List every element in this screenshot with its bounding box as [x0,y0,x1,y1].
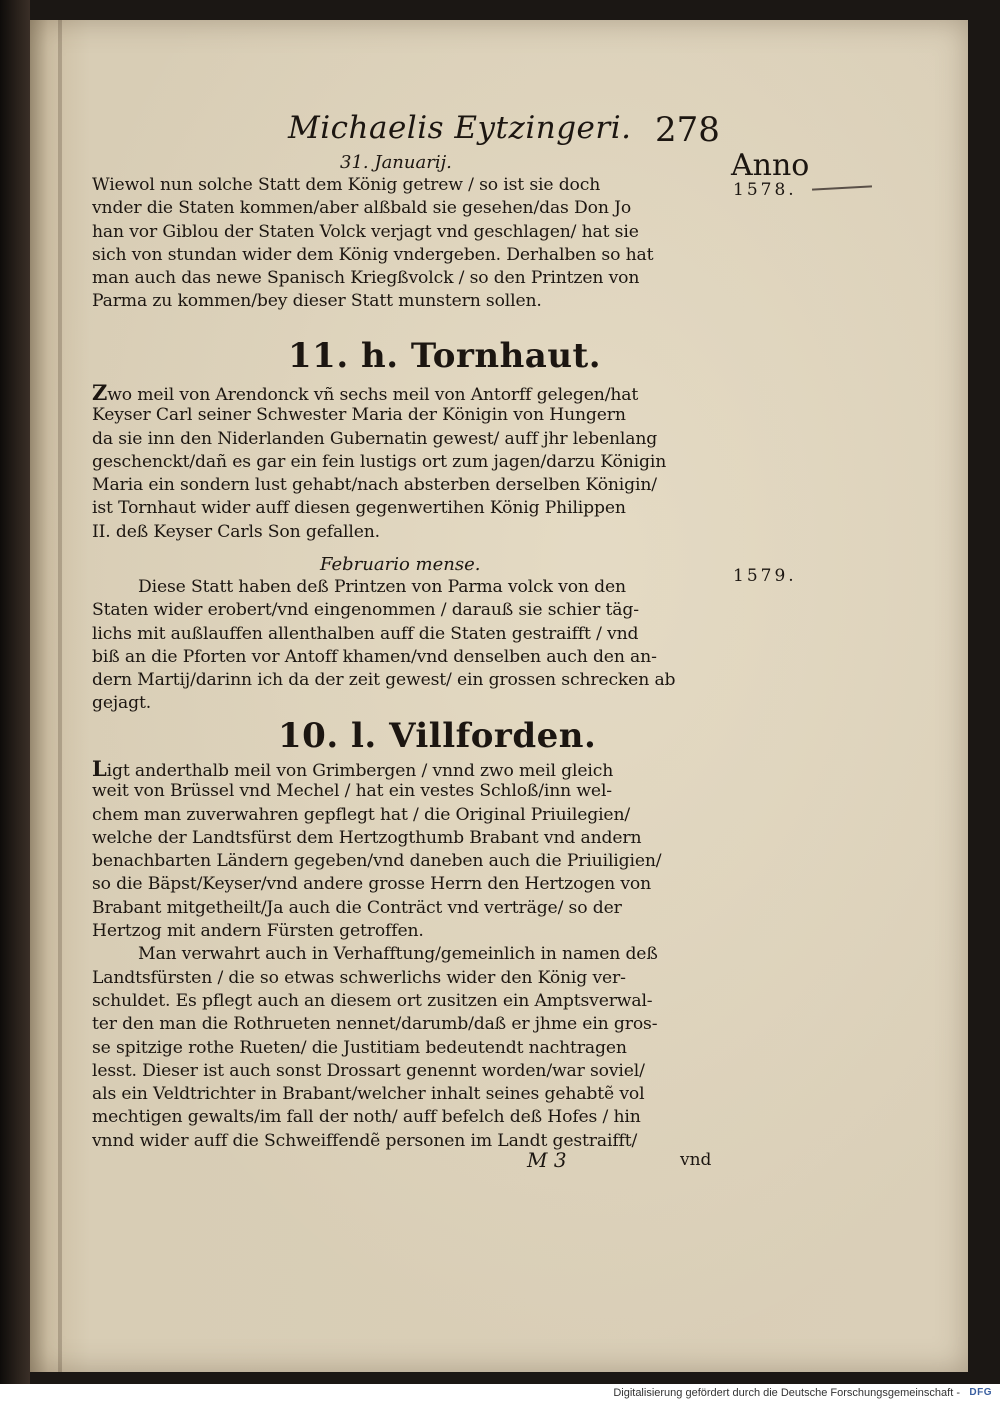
text-line: Maria ein sondern lust gehabt/nach absterben derselben Königin/ [92,475,657,496]
text-line: welche der Landtsfürst dem Hertzogthumb Brabant vnd andern [92,827,642,848]
dfg-logo: DFG [969,1387,992,1398]
text-line: vnder die Staten kommen/aber alßbald sie gesehen/das Don Jo [92,198,632,219]
text-line: Wiewol nun solche Statt dem König getrew / so ist sie doch [92,175,601,195]
paragraph-parma [92,576,727,716]
text-line: lichs mit außlauffen allenthalben auff die Staten gestraifft / vnd [92,623,639,644]
text-line: Hertzog mit andern Fürsten getroffen. [92,921,424,942]
text-line: Zwo meil von Arendonck vñ sechs meil von Antorff gelegen/hat [92,381,639,405]
text-line: dern Martij/darinn ich da der zeit gewest/ ein grossen schrecken ab [92,670,676,691]
text-line: biß an die Pforten vor Antoff khamen/vnd denselben auch den an- [92,646,657,667]
text-line: Brabant mitgetheilt/Ja auch die Conträct vnd verträge/ so der [92,897,622,918]
catchword: vnd [680,1150,712,1170]
paragraph-villforden [92,757,727,1153]
date-subhead-january: 31. Januarij. [340,152,452,173]
page-gutter [58,20,62,1372]
text-line: man auch das newe Spanisch Kriegßvolck / so den Printzen von [92,268,640,289]
section-heading-villforden: 10. l. Villforden. [278,716,597,756]
text-line: se spitzige rothe Rueten/ die Justitiam bedeutendt nachtragen [92,1037,627,1058]
text-line: lesst. Dieser ist auch sonst Drossart genennt worden/war soviel/ [92,1060,645,1081]
signature-mark: M 3 [527,1148,567,1172]
book-edge [0,0,30,1384]
text-line: schuldet. Es pflegt auch an diesem ort zusitzen ein Amptsverwal- [92,990,653,1011]
text-line: Man verwahrt auch in Verhafftung/gemeinlich in namen deß [138,944,658,965]
text-line: gejagt. [92,693,152,714]
text-line: da sie inn den Niderlanden Gubernatin gewest/ auff jhr lebenlang [92,428,658,449]
date-subhead-february: Februario mense. [320,554,481,575]
text-line: Ligt anderthalb meil von Grimbergen / vnnd zwo meil gleich [92,757,614,781]
margin-year-1578: 1578. [733,180,797,200]
text-line: als ein Veldtrichter in Brabant/welcher inhalt seines gehabtẽ vol [92,1084,645,1105]
text-line: Keyser Carl seiner Schwester Maria der Königin von Hungern [92,405,626,426]
text-line: Landtsfürsten / die so etwas schwerlichs wider den König ver- [92,967,626,988]
text-line: Staten wider erobert/vnd eingenommen / darauß sie schier täg- [92,600,639,621]
text-line: Parma zu kommen/bey dieser Statt munstern sollen. [92,291,542,312]
text-line: weit von Brüssel vnd Mechel / hat ein vestes Schloß/inn wel- [92,781,612,802]
text-line: han vor Giblou der Staten Volck verjagt vnd geschlagen/ hat sie [92,221,639,242]
text-line: ist Tornhaut wider auff diesen gegenwertihen König Philippen [92,498,626,519]
text-line: so die Bäpst/Keyser/vnd andere grosse Herrn den Hertzogen von [92,874,652,895]
footer-bar [0,1384,1000,1404]
text-line: ter den man die Rothrueten nennet/darumb/daß er jhme ein gros- [92,1014,658,1035]
page-number: 278 [655,110,720,150]
text-line: benachbarten Ländern gegeben/vnd daneben auch die Priuiligien/ [92,851,662,872]
paragraph-statt [92,174,727,314]
margin-anno: Anno [731,148,810,183]
funding-notice: Digitalisierung gefördert durch die Deutsche Forschungsgemeinschaft - [613,1387,960,1399]
text-line: vnnd wider auff die Schweiffendẽ personen im Landt gestraifft/ [92,1130,638,1151]
text-line: sich von stundan wider dem König vndergeben. Derhalben so hat [92,244,654,265]
text-line: chem man zuverwahren gepflegt hat / die Original Priuilegien/ [92,804,631,825]
running-head: Michaelis Eytzingeri. [288,110,632,146]
margin-year-1579: 1579. [733,566,797,586]
text-line: mechtigen gewalts/im fall der noth/ auff befelch deß Hofes / hin [92,1107,641,1128]
text-line: Diese Statt haben deß Printzen von Parma volck von den [138,577,626,597]
paragraph-tornhaut [92,381,727,544]
text-line: geschenckt/dañ es gar ein fein lustigs ort zum jagen/darzu Königin [92,451,667,472]
section-heading-tornhaut: 11. h. Tornhaut. [288,336,602,376]
text-line: II. deß Keyser Carls Son gefallen. [92,521,380,542]
